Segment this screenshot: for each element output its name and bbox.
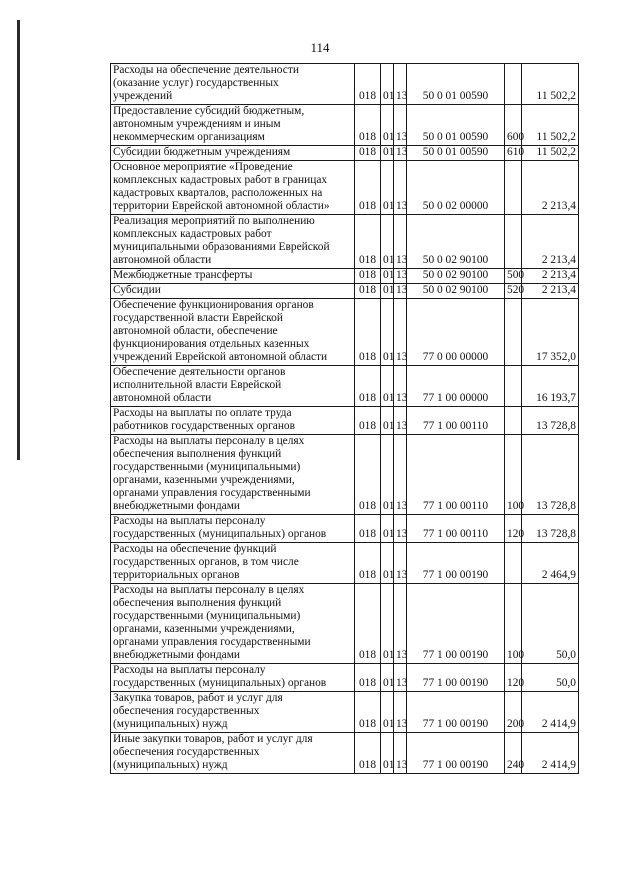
pr-code-cell: 13 [394, 161, 407, 215]
gr-code-cell: 018 [355, 692, 381, 733]
scan-edge-line [17, 20, 20, 460]
vr-code-cell: 120 [505, 664, 522, 692]
csr-code-cell: 77 1 00 00190 [407, 692, 505, 733]
pr-code-cell: 13 [394, 146, 407, 161]
row-name-cell: Расходы на выплаты персоналу в целях обеспечения выполнения функций государственными (муниципальными) органами, казенными учреждениями, органами управления государственными внебюджетными фондами [111, 435, 355, 515]
amount-cell: 2 464,9 [522, 543, 579, 584]
rz-code-cell: 01 [381, 543, 394, 584]
vr-code-cell: 200 [505, 692, 522, 733]
rz-code-cell: 01 [381, 584, 394, 664]
vr-code-cell: 520 [505, 284, 522, 299]
rz-code-cell: 01 [381, 515, 394, 543]
gr-code-cell: 018 [355, 543, 381, 584]
budget-table [110, 63, 579, 774]
vr-code-cell [505, 543, 522, 584]
rz-code-cell: 01 [381, 284, 394, 299]
gr-code-cell: 018 [355, 64, 381, 105]
rz-code-cell: 01 [381, 146, 394, 161]
row-name-cell: Расходы на выплаты персоналу в целях обеспечения выполнения функций государственными (муниципальными) органами, казенными учреждениями, органами управления государственными внебюджетными фондами [111, 584, 355, 664]
csr-code-cell: 77 1 00 00190 [407, 733, 505, 774]
vr-code-cell [505, 407, 522, 435]
vr-code-cell: 100 [505, 435, 522, 515]
table-row [111, 64, 579, 105]
rz-code-cell: 01 [381, 366, 394, 407]
row-name-cell: Расходы на обеспечение функций государственных органов, в том числе территориальных органов [111, 543, 355, 584]
csr-code-cell: 77 1 00 00000 [407, 366, 505, 407]
table-row [111, 105, 579, 146]
pr-code-cell: 13 [394, 407, 407, 435]
csr-code-cell: 77 1 00 00110 [407, 407, 505, 435]
budget-table-body [111, 64, 579, 774]
csr-code-cell: 50 0 02 90100 [407, 215, 505, 269]
gr-code-cell: 018 [355, 299, 381, 366]
amount-cell: 11 502,2 [522, 105, 579, 146]
rz-code-cell: 01 [381, 105, 394, 146]
pr-code-cell: 13 [394, 284, 407, 299]
amount-cell: 16 193,7 [522, 366, 579, 407]
vr-code-cell [505, 299, 522, 366]
table-row [111, 146, 579, 161]
row-name-cell: Реализация мероприятий по выполнению комплексных кадастровых работ муниципальными образованиями Еврейской автономной области [111, 215, 355, 269]
pr-code-cell: 13 [394, 584, 407, 664]
amount-cell: 13 728,8 [522, 515, 579, 543]
row-name-cell: Субсидии [111, 284, 355, 299]
pr-code-cell: 13 [394, 664, 407, 692]
vr-code-cell: 100 [505, 584, 522, 664]
amount-cell: 17 352,0 [522, 299, 579, 366]
gr-code-cell: 018 [355, 146, 381, 161]
row-name-cell: Закупка товаров, работ и услуг для обеспечения государственных (муниципальных) нужд [111, 692, 355, 733]
vr-code-cell: 120 [505, 515, 522, 543]
csr-code-cell: 50 0 02 90100 [407, 269, 505, 284]
table-row [111, 215, 579, 269]
amount-cell: 50,0 [522, 664, 579, 692]
vr-code-cell: 600 [505, 105, 522, 146]
table-row [111, 269, 579, 284]
gr-code-cell: 018 [355, 105, 381, 146]
row-name-cell: Предоставление субсидий бюджетным, автономным учреждениям и иным некоммерческим организациям [111, 105, 355, 146]
gr-code-cell: 018 [355, 269, 381, 284]
rz-code-cell: 01 [381, 215, 394, 269]
csr-code-cell: 50 0 01 00590 [407, 105, 505, 146]
csr-code-cell: 77 1 00 00110 [407, 515, 505, 543]
pr-code-cell: 13 [394, 515, 407, 543]
csr-code-cell: 50 0 01 00590 [407, 64, 505, 105]
pr-code-cell: 13 [394, 64, 407, 105]
vr-code-cell [505, 64, 522, 105]
amount-cell: 2 213,4 [522, 215, 579, 269]
table-row [111, 543, 579, 584]
table-row [111, 584, 579, 664]
rz-code-cell: 01 [381, 269, 394, 284]
vr-code-cell [505, 366, 522, 407]
gr-code-cell: 018 [355, 161, 381, 215]
csr-code-cell: 77 0 00 00000 [407, 299, 505, 366]
rz-code-cell: 01 [381, 692, 394, 733]
table-row [111, 407, 579, 435]
pr-code-cell: 13 [394, 215, 407, 269]
table-row [111, 692, 579, 733]
row-name-cell: Расходы на выплаты по оплате труда работников государственных органов [111, 407, 355, 435]
amount-cell: 11 502,2 [522, 146, 579, 161]
gr-code-cell: 018 [355, 284, 381, 299]
table-row [111, 161, 579, 215]
page-number: 114 [310, 40, 330, 55]
rz-code-cell: 01 [381, 664, 394, 692]
row-name-cell: Расходы на выплаты персоналу государственных (муниципальных) органов [111, 664, 355, 692]
amount-cell: 50,0 [522, 584, 579, 664]
rz-code-cell: 01 [381, 299, 394, 366]
table-row [111, 733, 579, 774]
csr-code-cell: 77 1 00 00190 [407, 584, 505, 664]
vr-code-cell: 610 [505, 146, 522, 161]
row-name-cell: Основное мероприятие «Проведение комплексных кадастровых работ в границах кадастровых кварталов, расположенных на территории Еврейской автономной области» [111, 161, 355, 215]
amount-cell: 2 213,4 [522, 284, 579, 299]
pr-code-cell: 13 [394, 105, 407, 146]
amount-cell: 2 213,4 [522, 269, 579, 284]
amount-cell: 2 213,4 [522, 161, 579, 215]
amount-cell: 13 728,8 [522, 435, 579, 515]
pr-code-cell: 13 [394, 543, 407, 584]
pr-code-cell: 13 [394, 366, 407, 407]
csr-code-cell: 77 1 00 00110 [407, 435, 505, 515]
table-row [111, 435, 579, 515]
csr-code-cell: 50 0 02 90100 [407, 284, 505, 299]
csr-code-cell: 50 0 02 00000 [407, 161, 505, 215]
table-row [111, 299, 579, 366]
rz-code-cell: 01 [381, 407, 394, 435]
row-name-cell: Субсидии бюджетным учреждениям [111, 146, 355, 161]
gr-code-cell: 018 [355, 664, 381, 692]
table-row [111, 515, 579, 543]
pr-code-cell: 13 [394, 435, 407, 515]
gr-code-cell: 018 [355, 515, 381, 543]
pr-code-cell: 13 [394, 692, 407, 733]
amount-cell: 13 728,8 [522, 407, 579, 435]
gr-code-cell: 018 [355, 733, 381, 774]
gr-code-cell: 018 [355, 215, 381, 269]
rz-code-cell: 01 [381, 435, 394, 515]
gr-code-cell: 018 [355, 584, 381, 664]
pr-code-cell: 13 [394, 269, 407, 284]
table-row [111, 284, 579, 299]
row-name-cell: Расходы на обеспечение деятельности (оказание услуг) государственных учреждений [111, 64, 355, 105]
rz-code-cell: 01 [381, 733, 394, 774]
csr-code-cell: 50 0 01 00590 [407, 146, 505, 161]
rz-code-cell: 01 [381, 64, 394, 105]
table-row [111, 366, 579, 407]
row-name-cell: Иные закупки товаров, работ и услуг для обеспечения государственных (муниципальных) нужд [111, 733, 355, 774]
pr-code-cell: 13 [394, 299, 407, 366]
row-name-cell: Обеспечение деятельности органов исполнительной власти Еврейской автономной области [111, 366, 355, 407]
gr-code-cell: 018 [355, 407, 381, 435]
csr-code-cell: 77 1 00 00190 [407, 664, 505, 692]
row-name-cell: Расходы на выплаты персоналу государственных (муниципальных) органов [111, 515, 355, 543]
gr-code-cell: 018 [355, 435, 381, 515]
vr-code-cell: 240 [505, 733, 522, 774]
gr-code-cell: 018 [355, 366, 381, 407]
amount-cell: 2 414,9 [522, 692, 579, 733]
vr-code-cell [505, 215, 522, 269]
vr-code-cell [505, 161, 522, 215]
table-row [111, 664, 579, 692]
vr-code-cell: 500 [505, 269, 522, 284]
row-name-cell: Обеспечение функционирования органов государственной власти Еврейской автономной области, обеспечение функционирования отдельных казенных учреждений Еврейской автономной области [111, 299, 355, 366]
pr-code-cell: 13 [394, 733, 407, 774]
csr-code-cell: 77 1 00 00190 [407, 543, 505, 584]
row-name-cell: Межбюджетные трансферты [111, 269, 355, 284]
rz-code-cell: 01 [381, 161, 394, 215]
amount-cell: 2 414,9 [522, 733, 579, 774]
amount-cell: 11 502,2 [522, 64, 579, 105]
